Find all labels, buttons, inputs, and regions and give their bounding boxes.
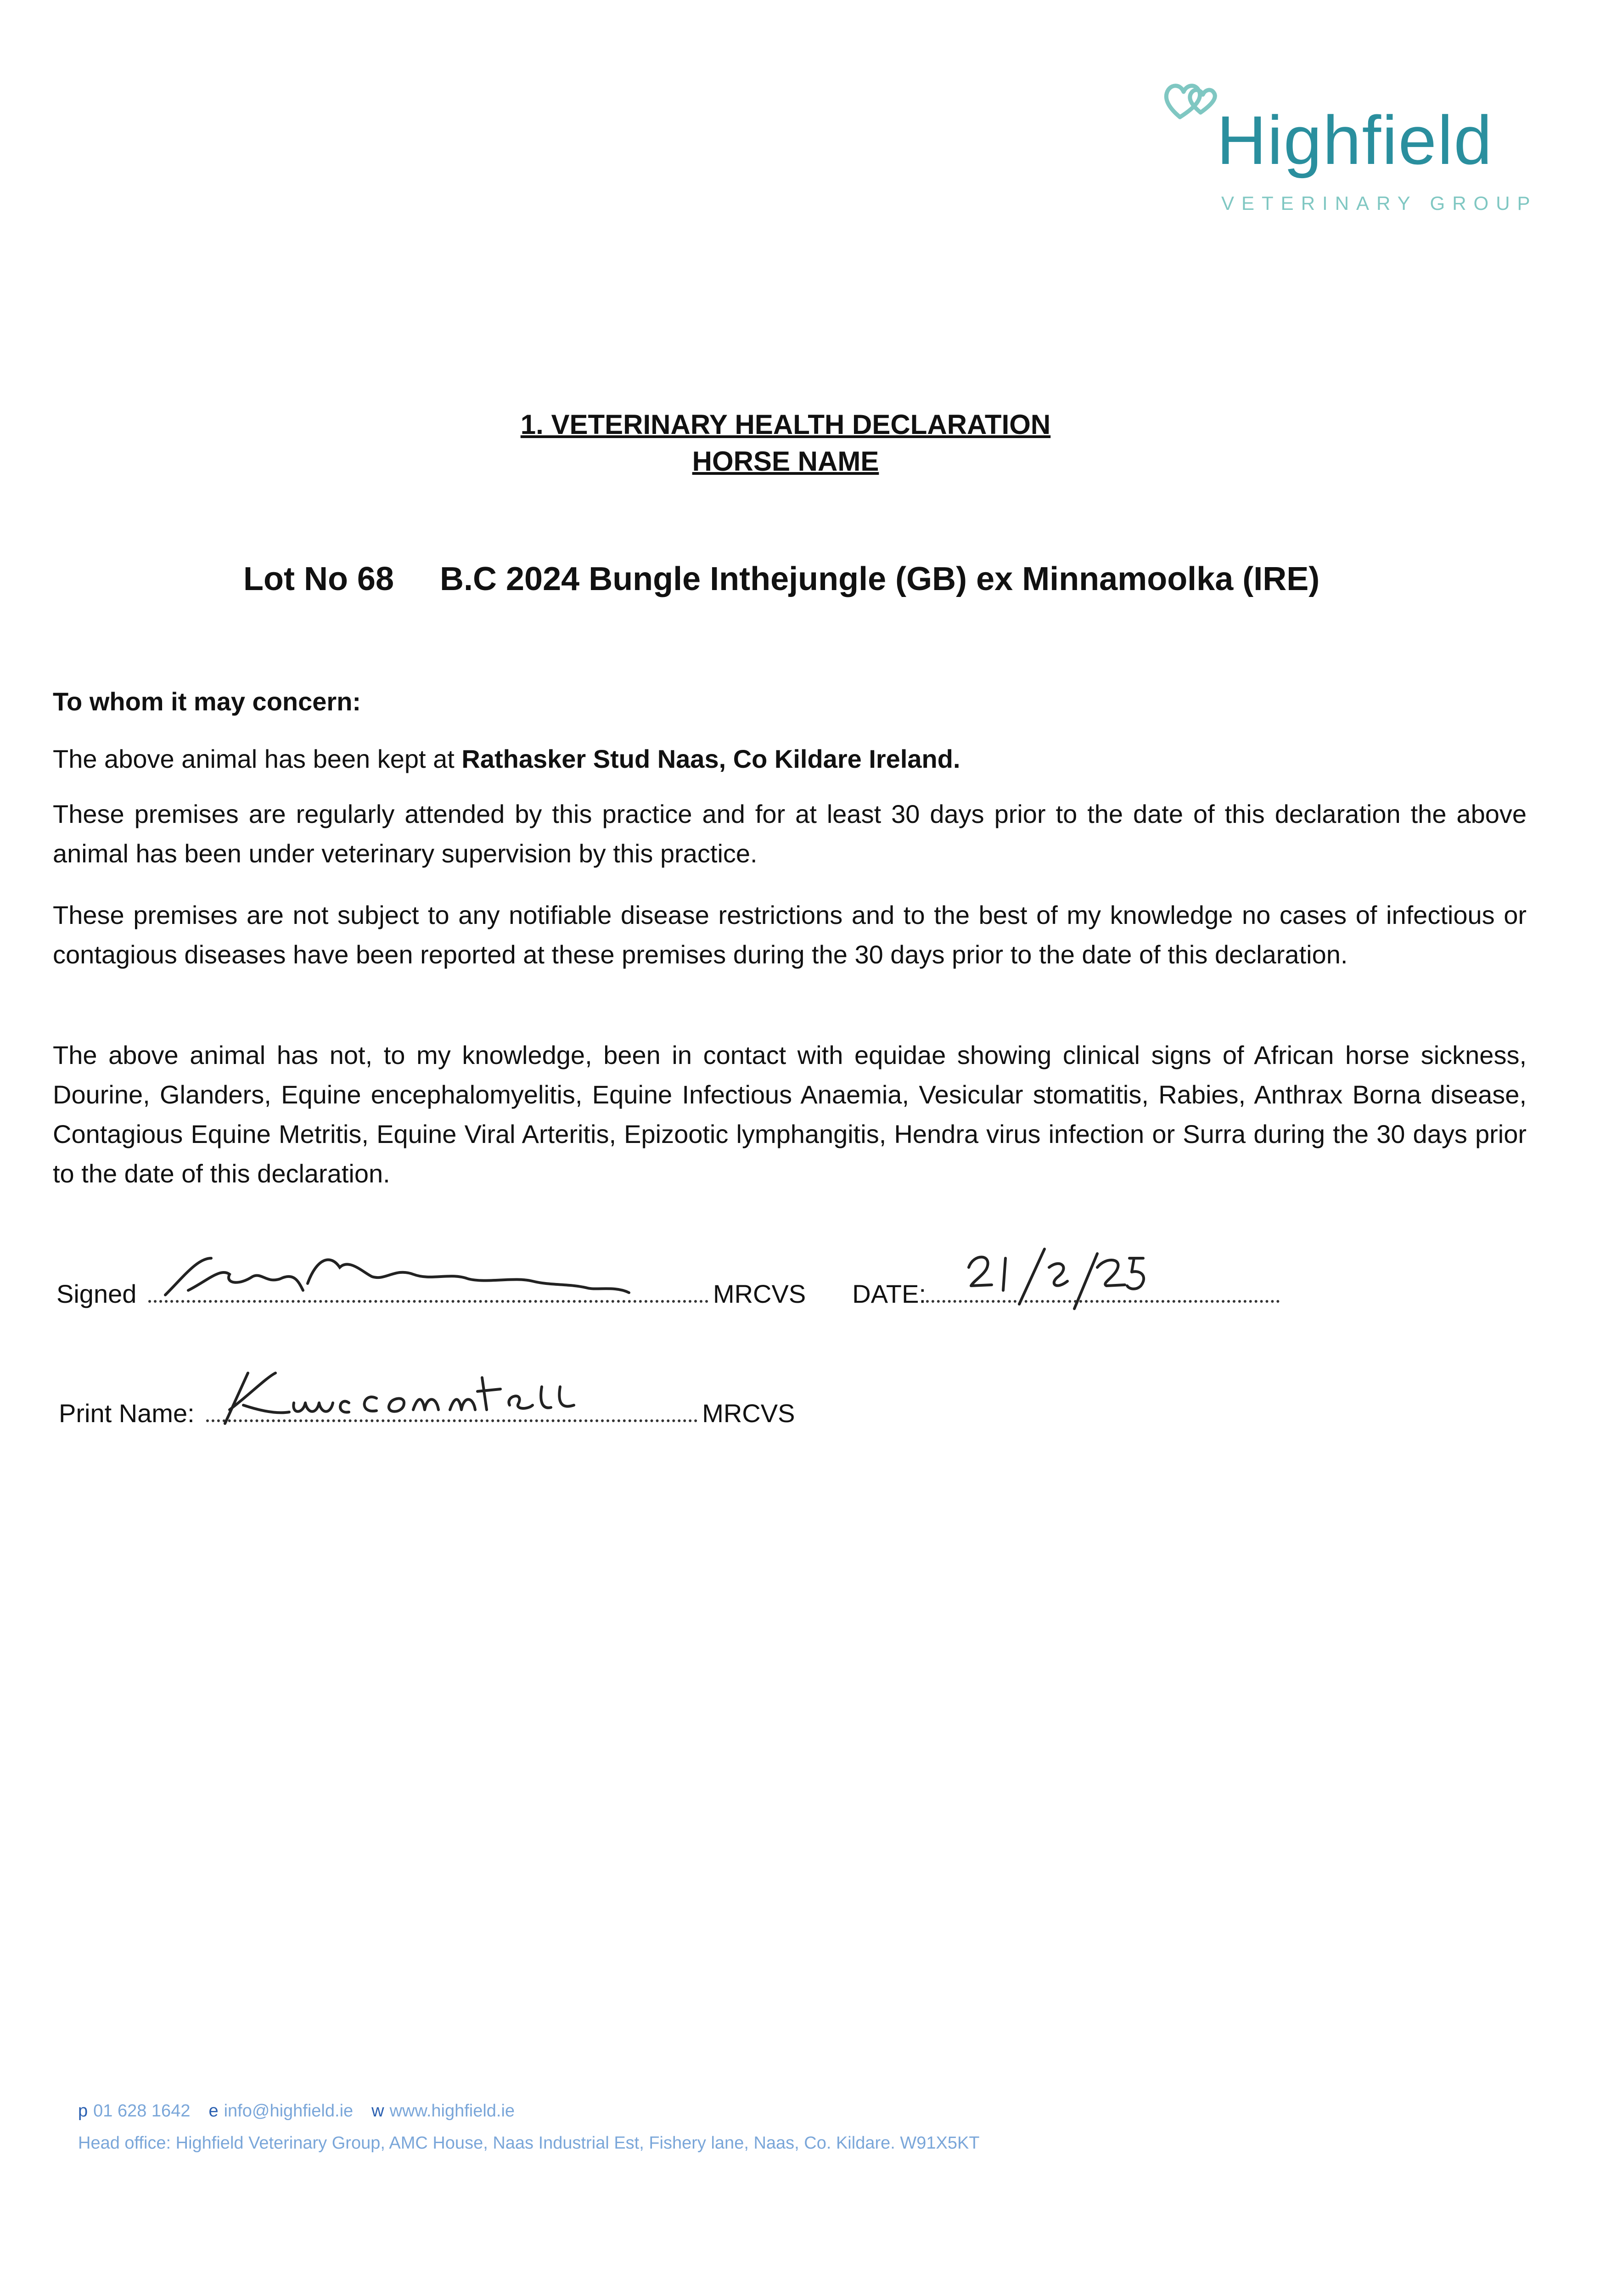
- print-mrcvs-label: MRCVS: [702, 1399, 795, 1428]
- footer-address: Head office: Highfield Veterinary Group, AMC House, Naas Industrial Est, Fishery lane, Naas, Co. Kildare. W91X5KT: [78, 2133, 980, 2153]
- footer-contact: [78, 2102, 515, 2120]
- paragraph-restrictions: These premises are not subject to any notifiable disease restrictions and to the best of my knowledge no cases of infectious or contagious diseases have been reported at these premises during the 30 days prior to the date of this declaration.: [53, 900, 1527, 969]
- highfield-logo: [1162, 73, 1538, 220]
- location-name: Rathasker Stud Naas, Co Kildare Ireland.: [461, 744, 960, 773]
- horse-name-heading: HORSE NAME: [692, 446, 879, 477]
- location-prefix: The above animal has been kept at: [53, 744, 462, 773]
- footer-web: www.highfield.ie: [389, 2101, 515, 2121]
- web-label: w: [371, 2101, 384, 2121]
- email-label: e: [208, 2101, 219, 2121]
- lot-line: [243, 563, 1319, 596]
- lot-description: B.C 2024 Bungle Inthejungle (GB) ex Minnamoolka (IRE): [440, 561, 1320, 597]
- paragraph-supervision: These premises are regularly attended by this practice and for at least 30 days prior to the date of this declaration the above animal has been under veterinary supervision by this practice.: [53, 799, 1527, 868]
- paragraph-location: [53, 739, 1527, 779]
- paragraph-contact: The above animal has not, to my knowledge, been in contact with equidae showing clinical signs of African horse sickness, Dourine, Glanders, Equine encephalomyelitis, Equine Infectious Anaemia, Vesicular stomatitis, Rabies, Anthrax Borna disease, Contagious Equine Metritis, Equine Viral Arteritis, Epizootic lymphangitis, Hendra virus infection or Surra during the 30 days prior to the date of this declaration.: [53, 1041, 1527, 1188]
- lot-number: Lot No 68: [243, 561, 394, 597]
- declaration-title: 1. VETERINARY HEALTH DECLARATION: [520, 409, 1051, 440]
- logo-subtitle: VETERINARY GROUP: [1221, 192, 1538, 214]
- handwritten-signature: [156, 1240, 643, 1309]
- handwritten-print-name: [211, 1359, 624, 1433]
- salutation: To whom it may concern:: [53, 687, 361, 716]
- logo-name: Highfield: [1217, 101, 1493, 179]
- footer-email: info@highfield.ie: [224, 2101, 354, 2121]
- date-label: DATE:: [852, 1279, 926, 1308]
- signed-mrcvs-label: MRCVS: [713, 1279, 806, 1308]
- phone-label: p: [78, 2101, 88, 2121]
- handwritten-date: [960, 1240, 1152, 1318]
- footer-phone: 01 628 1642: [93, 2101, 191, 2121]
- signed-label: Signed: [56, 1279, 137, 1308]
- print-name-label: Print Name:: [59, 1399, 195, 1428]
